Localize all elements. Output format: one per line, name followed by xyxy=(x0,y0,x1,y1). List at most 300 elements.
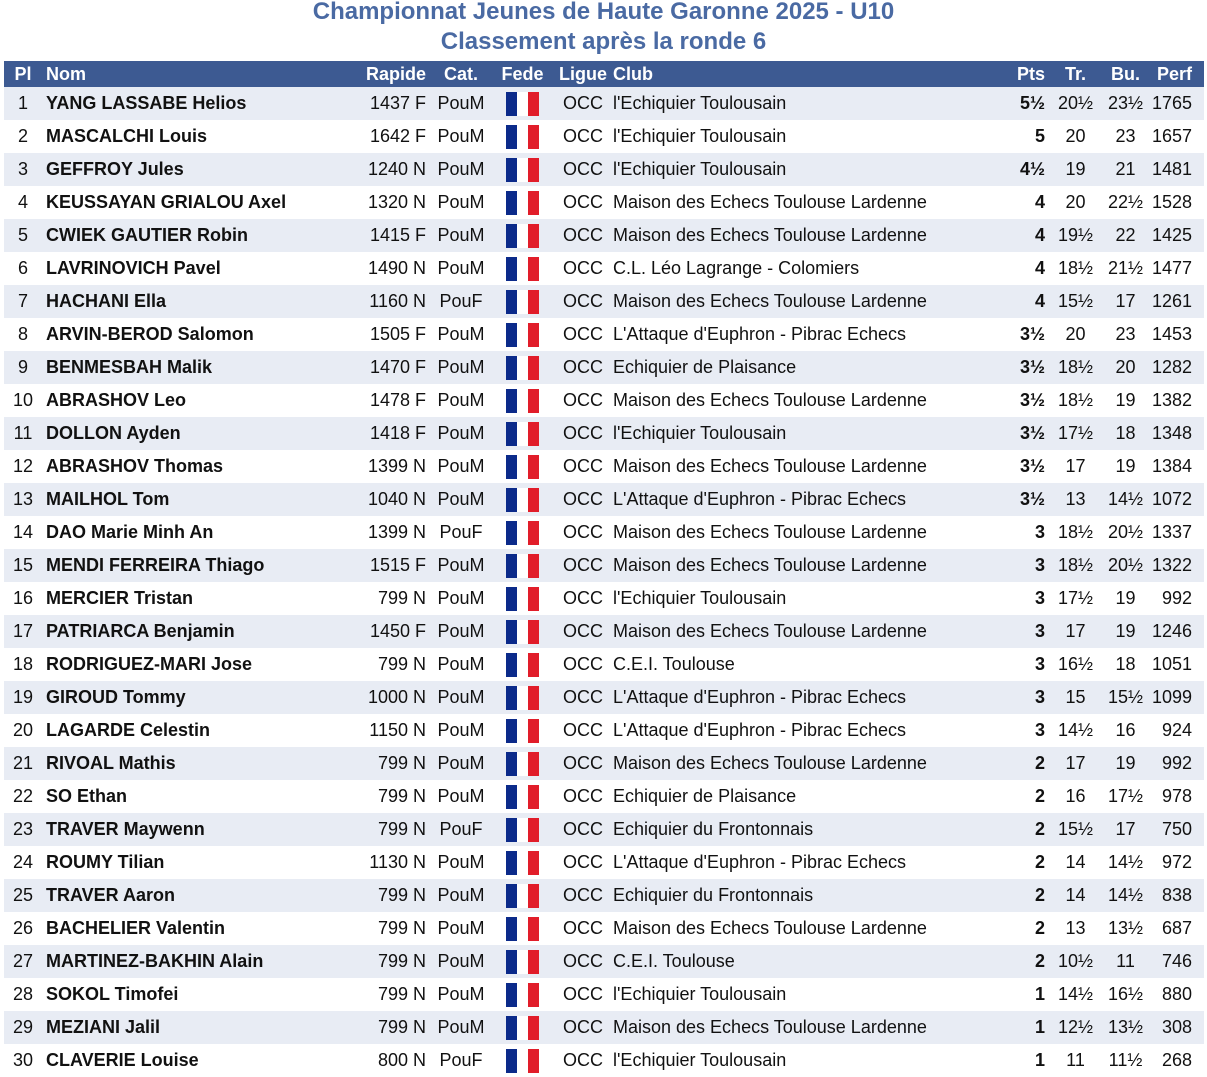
cell-cat: PouM xyxy=(432,879,490,912)
flag-france-icon xyxy=(506,917,539,941)
cell-club: l'Echiquier Toulousain xyxy=(611,120,1004,153)
cell-perf: 1657 xyxy=(1151,120,1204,153)
cell-club: Maison des Echecs Toulouse Lardenne xyxy=(611,219,1004,252)
cell-fede xyxy=(490,945,555,978)
cell-bu: 17 xyxy=(1100,285,1151,318)
cell-pl: 20 xyxy=(4,714,42,747)
cell-pl: 28 xyxy=(4,978,42,1011)
cell-ligue: OCC xyxy=(555,813,611,846)
cell-fede xyxy=(490,681,555,714)
cell-bu: 19 xyxy=(1100,615,1151,648)
cell-bu: 23½ xyxy=(1100,87,1151,120)
cell-perf: 1384 xyxy=(1151,450,1204,483)
cell-ligue: OCC xyxy=(555,780,611,813)
cell-pts: 2 xyxy=(1004,747,1051,780)
cell-pts: 2 xyxy=(1004,813,1051,846)
cell-pts: 5½ xyxy=(1004,87,1051,120)
flag-france-icon xyxy=(506,389,539,413)
cell-cat: PouF xyxy=(432,1044,490,1077)
cell-perf: 750 xyxy=(1151,813,1204,846)
cell-fede xyxy=(490,1044,555,1077)
cell-tr: 14 xyxy=(1051,879,1100,912)
header-perf[interactable]: Perf xyxy=(1151,61,1204,87)
cell-cat: PouM xyxy=(432,252,490,285)
cell-nom[interactable]: MENDI FERREIRA Thiago xyxy=(42,549,347,582)
cell-pl: 11 xyxy=(4,417,42,450)
cell-club: Maison des Echecs Toulouse Lardenne xyxy=(611,615,1004,648)
cell-pl: 5 xyxy=(4,219,42,252)
cell-pl: 26 xyxy=(4,912,42,945)
cell-pts: 4 xyxy=(1004,252,1051,285)
cell-fede xyxy=(490,252,555,285)
cell-fede xyxy=(490,318,555,351)
cell-pl: 6 xyxy=(4,252,42,285)
cell-pts: 3½ xyxy=(1004,384,1051,417)
flag-france-icon xyxy=(506,554,539,578)
cell-perf: 268 xyxy=(1151,1044,1204,1077)
cell-pts: 3½ xyxy=(1004,417,1051,450)
header-fede[interactable]: Fede xyxy=(490,61,555,87)
cell-tr: 17½ xyxy=(1051,417,1100,450)
cell-pl: 18 xyxy=(4,648,42,681)
cell-cat: PouM xyxy=(432,1011,490,1044)
table-body xyxy=(4,87,1204,1077)
cell-bu: 14½ xyxy=(1100,879,1151,912)
table-row xyxy=(4,285,1204,318)
table-row xyxy=(4,483,1204,516)
cell-nom[interactable]: PATRIARCA Benjamin xyxy=(42,615,347,648)
cell-cat: PouM xyxy=(432,780,490,813)
cell-tr: 20 xyxy=(1051,186,1100,219)
cell-nom[interactable]: RIVOAL Mathis xyxy=(42,747,347,780)
cell-rapide: 799 N xyxy=(347,648,432,681)
cell-fede xyxy=(490,912,555,945)
cell-ligue: OCC xyxy=(555,582,611,615)
cell-pts: 2 xyxy=(1004,879,1051,912)
cell-pl: 23 xyxy=(4,813,42,846)
header-ligue[interactable]: Ligue xyxy=(555,61,611,87)
cell-nom[interactable]: TRAVER Aaron xyxy=(42,879,347,912)
cell-bu: 19 xyxy=(1100,582,1151,615)
cell-tr: 17 xyxy=(1051,450,1100,483)
table-row xyxy=(4,87,1204,120)
cell-perf: 1348 xyxy=(1151,417,1204,450)
cell-nom[interactable]: ROUMY Tilian xyxy=(42,846,347,879)
cell-bu: 16 xyxy=(1100,714,1151,747)
cell-nom[interactable]: DOLLON Ayden xyxy=(42,417,347,450)
cell-nom[interactable]: BACHELIER Valentin xyxy=(42,912,347,945)
cell-cat: PouF xyxy=(432,516,490,549)
cell-fede xyxy=(490,879,555,912)
table-row xyxy=(4,351,1204,384)
header-bu[interactable]: Bu. xyxy=(1100,61,1151,87)
cell-tr: 16 xyxy=(1051,780,1100,813)
cell-fede xyxy=(490,648,555,681)
cell-fede xyxy=(490,780,555,813)
cell-nom[interactable]: LAGARDE Celestin xyxy=(42,714,347,747)
cell-pts: 3 xyxy=(1004,549,1051,582)
cell-nom[interactable]: DAO Marie Minh An xyxy=(42,516,347,549)
cell-rapide: 1399 N xyxy=(347,450,432,483)
flag-france-icon xyxy=(506,983,539,1007)
cell-cat: PouM xyxy=(432,483,490,516)
cell-nom[interactable]: LAVRINOVICH Pavel xyxy=(42,252,347,285)
header-nom[interactable]: Nom xyxy=(42,61,347,87)
flag-france-icon xyxy=(506,686,539,710)
cell-pts: 4 xyxy=(1004,219,1051,252)
cell-club: l'Echiquier Toulousain xyxy=(611,417,1004,450)
table-row xyxy=(4,417,1204,450)
table-row xyxy=(4,615,1204,648)
cell-pl: 19 xyxy=(4,681,42,714)
cell-perf: 1382 xyxy=(1151,384,1204,417)
cell-cat: PouM xyxy=(432,351,490,384)
cell-cat: PouM xyxy=(432,186,490,219)
cell-tr: 18½ xyxy=(1051,252,1100,285)
cell-club: Maison des Echecs Toulouse Lardenne xyxy=(611,384,1004,417)
cell-cat: PouM xyxy=(432,582,490,615)
cell-ligue: OCC xyxy=(555,219,611,252)
cell-fede xyxy=(490,813,555,846)
cell-tr: 14½ xyxy=(1051,978,1100,1011)
cell-fede xyxy=(490,549,555,582)
cell-pl: 24 xyxy=(4,846,42,879)
cell-pl: 25 xyxy=(4,879,42,912)
cell-rapide: 1478 F xyxy=(347,384,432,417)
cell-club: Echiquier de Plaisance xyxy=(611,780,1004,813)
cell-nom[interactable]: TRAVER Maywenn xyxy=(42,813,347,846)
cell-club: Echiquier du Frontonnais xyxy=(611,813,1004,846)
cell-club: C.E.I. Toulouse xyxy=(611,945,1004,978)
cell-pts: 4 xyxy=(1004,186,1051,219)
cell-perf: 880 xyxy=(1151,978,1204,1011)
cell-pl: 29 xyxy=(4,1011,42,1044)
cell-rapide: 799 N xyxy=(347,1011,432,1044)
cell-cat: PouM xyxy=(432,87,490,120)
cell-perf: 1282 xyxy=(1151,351,1204,384)
cell-rapide: 800 N xyxy=(347,1044,432,1077)
cell-bu: 18 xyxy=(1100,648,1151,681)
table-row xyxy=(4,120,1204,153)
cell-rapide: 799 N xyxy=(347,879,432,912)
cell-fede xyxy=(490,978,555,1011)
cell-pl: 9 xyxy=(4,351,42,384)
cell-pl: 12 xyxy=(4,450,42,483)
cell-nom[interactable]: ABRASHOV Leo xyxy=(42,384,347,417)
cell-ligue: OCC xyxy=(555,648,611,681)
flag-france-icon xyxy=(506,92,539,116)
cell-pts: 1 xyxy=(1004,1044,1051,1077)
cell-perf: 972 xyxy=(1151,846,1204,879)
flag-france-icon xyxy=(506,785,539,809)
flag-france-icon xyxy=(506,356,539,380)
cell-fede xyxy=(490,186,555,219)
cell-nom[interactable]: BENMESBAH Malik xyxy=(42,351,347,384)
cell-ligue: OCC xyxy=(555,978,611,1011)
cell-nom[interactable]: YANG LASSABE Helios xyxy=(42,87,347,120)
cell-fede xyxy=(490,615,555,648)
cell-rapide: 1320 N xyxy=(347,186,432,219)
cell-rapide: 1490 N xyxy=(347,252,432,285)
cell-tr: 20½ xyxy=(1051,87,1100,120)
flag-france-icon xyxy=(506,653,539,677)
cell-club: L'Attaque d'Euphron - Pibrac Echecs xyxy=(611,318,1004,351)
cell-bu: 13½ xyxy=(1100,1011,1151,1044)
cell-pts: 2 xyxy=(1004,780,1051,813)
cell-club: L'Attaque d'Euphron - Pibrac Echecs xyxy=(611,846,1004,879)
cell-bu: 17½ xyxy=(1100,780,1151,813)
cell-ligue: OCC xyxy=(555,912,611,945)
flag-france-icon xyxy=(506,422,539,446)
cell-tr: 18½ xyxy=(1051,549,1100,582)
cell-pts: 1 xyxy=(1004,978,1051,1011)
cell-fede xyxy=(490,1011,555,1044)
cell-club: l'Echiquier Toulousain xyxy=(611,153,1004,186)
cell-pl: 2 xyxy=(4,120,42,153)
cell-rapide: 1160 N xyxy=(347,285,432,318)
cell-fede xyxy=(490,417,555,450)
cell-bu: 20½ xyxy=(1100,549,1151,582)
cell-rapide: 1399 N xyxy=(347,516,432,549)
cell-nom[interactable]: GEFFROY Jules xyxy=(42,153,347,186)
header-pts[interactable]: Pts xyxy=(1004,61,1051,87)
cell-bu: 22½ xyxy=(1100,186,1151,219)
cell-nom[interactable]: SO Ethan xyxy=(42,780,347,813)
cell-ligue: OCC xyxy=(555,714,611,747)
cell-nom[interactable]: CLAVERIE Louise xyxy=(42,1044,347,1077)
cell-nom[interactable]: MEZIANI Jalil xyxy=(42,1011,347,1044)
cell-cat: PouF xyxy=(432,813,490,846)
flag-france-icon xyxy=(506,752,539,776)
table-row xyxy=(4,681,1204,714)
cell-bu: 11½ xyxy=(1100,1044,1151,1077)
cell-cat: PouM xyxy=(432,912,490,945)
table-row xyxy=(4,450,1204,483)
cell-nom[interactable]: MAILHOL Tom xyxy=(42,483,347,516)
cell-perf: 992 xyxy=(1151,747,1204,780)
cell-nom[interactable]: RODRIGUEZ-MARI Jose xyxy=(42,648,347,681)
cell-tr: 17 xyxy=(1051,615,1100,648)
cell-club: Echiquier de Plaisance xyxy=(611,351,1004,384)
cell-pl: 1 xyxy=(4,87,42,120)
cell-pts: 3 xyxy=(1004,681,1051,714)
cell-fede xyxy=(490,450,555,483)
table-header xyxy=(4,61,1204,87)
cell-ligue: OCC xyxy=(555,549,611,582)
cell-fede xyxy=(490,747,555,780)
cell-tr: 15½ xyxy=(1051,813,1100,846)
cell-ligue: OCC xyxy=(555,384,611,417)
cell-bu: 22 xyxy=(1100,219,1151,252)
cell-perf: 1099 xyxy=(1151,681,1204,714)
table-row xyxy=(4,912,1204,945)
cell-tr: 17 xyxy=(1051,747,1100,780)
cell-rapide: 799 N xyxy=(347,582,432,615)
table-row xyxy=(4,879,1204,912)
cell-pl: 16 xyxy=(4,582,42,615)
cell-ligue: OCC xyxy=(555,120,611,153)
header-pl[interactable]: Pl xyxy=(4,61,42,87)
cell-pts: 5 xyxy=(1004,120,1051,153)
cell-cat: PouM xyxy=(432,714,490,747)
cell-rapide: 1000 N xyxy=(347,681,432,714)
cell-nom[interactable]: MERCIER Tristan xyxy=(42,582,347,615)
cell-fede xyxy=(490,714,555,747)
cell-bu: 21 xyxy=(1100,153,1151,186)
cell-pl: 3 xyxy=(4,153,42,186)
cell-fede xyxy=(490,153,555,186)
cell-bu: 20½ xyxy=(1100,516,1151,549)
table-row xyxy=(4,747,1204,780)
cell-perf: 1261 xyxy=(1151,285,1204,318)
cell-club: Maison des Echecs Toulouse Lardenne xyxy=(611,912,1004,945)
cell-bu: 21½ xyxy=(1100,252,1151,285)
cell-nom[interactable]: SOKOL Timofei xyxy=(42,978,347,1011)
cell-rapide: 799 N xyxy=(347,978,432,1011)
cell-club: L'Attaque d'Euphron - Pibrac Echecs xyxy=(611,483,1004,516)
cell-cat: PouM xyxy=(432,219,490,252)
title-line-2: Classement après la ronde 6 xyxy=(440,28,767,55)
table-row xyxy=(4,582,1204,615)
cell-ligue: OCC xyxy=(555,879,611,912)
flag-france-icon xyxy=(506,224,539,248)
cell-perf: 1477 xyxy=(1151,252,1204,285)
cell-fede xyxy=(490,285,555,318)
cell-rapide: 1240 N xyxy=(347,153,432,186)
cell-pl: 7 xyxy=(4,285,42,318)
cell-tr: 18½ xyxy=(1051,384,1100,417)
cell-ligue: OCC xyxy=(555,945,611,978)
cell-pl: 14 xyxy=(4,516,42,549)
cell-club: L'Attaque d'Euphron - Pibrac Echecs xyxy=(611,681,1004,714)
table-row xyxy=(4,714,1204,747)
cell-club: Maison des Echecs Toulouse Lardenne xyxy=(611,450,1004,483)
cell-rapide: 1515 F xyxy=(347,549,432,582)
cell-nom[interactable]: MASCALCHI Louis xyxy=(42,120,347,153)
cell-pts: 3 xyxy=(1004,615,1051,648)
cell-tr: 12½ xyxy=(1051,1011,1100,1044)
flag-france-icon xyxy=(506,719,539,743)
cell-club: l'Echiquier Toulousain xyxy=(611,978,1004,1011)
cell-nom[interactable]: HACHANI Ella xyxy=(42,285,347,318)
cell-bu: 13½ xyxy=(1100,912,1151,945)
table-row xyxy=(4,219,1204,252)
flag-france-icon xyxy=(506,1049,539,1073)
cell-tr: 15½ xyxy=(1051,285,1100,318)
header-tr[interactable]: Tr. xyxy=(1051,61,1100,87)
flag-france-icon xyxy=(506,455,539,479)
flag-france-icon xyxy=(506,950,539,974)
table-row xyxy=(4,186,1204,219)
cell-fede xyxy=(490,516,555,549)
header-row xyxy=(4,61,1204,87)
cell-ligue: OCC xyxy=(555,87,611,120)
cell-tr: 11 xyxy=(1051,1044,1100,1077)
cell-pts: 2 xyxy=(1004,912,1051,945)
cell-ligue: OCC xyxy=(555,1044,611,1077)
cell-pl: 15 xyxy=(4,549,42,582)
cell-bu: 11 xyxy=(1100,945,1151,978)
cell-perf: 1528 xyxy=(1151,186,1204,219)
table-row xyxy=(4,780,1204,813)
header-club[interactable]: Club xyxy=(611,61,1004,87)
cell-tr: 19½ xyxy=(1051,219,1100,252)
cell-perf: 1072 xyxy=(1151,483,1204,516)
cell-bu: 15½ xyxy=(1100,681,1151,714)
cell-ligue: OCC xyxy=(555,681,611,714)
cell-club: L'Attaque d'Euphron - Pibrac Echecs xyxy=(611,714,1004,747)
header-rapide[interactable]: Rapide xyxy=(347,61,432,87)
cell-cat: PouM xyxy=(432,120,490,153)
cell-nom[interactable]: KEUSSAYAN GRIALOU Axel xyxy=(42,186,347,219)
cell-perf: 308 xyxy=(1151,1011,1204,1044)
table-row xyxy=(4,846,1204,879)
table-row xyxy=(4,813,1204,846)
cell-ligue: OCC xyxy=(555,516,611,549)
cell-fede xyxy=(490,846,555,879)
flag-france-icon xyxy=(506,521,539,545)
cell-rapide: 799 N xyxy=(347,747,432,780)
cell-cat: PouM xyxy=(432,747,490,780)
cell-cat: PouM xyxy=(432,549,490,582)
cell-perf: 687 xyxy=(1151,912,1204,945)
cell-rapide: 1130 N xyxy=(347,846,432,879)
cell-ligue: OCC xyxy=(555,417,611,450)
cell-bu: 17 xyxy=(1100,813,1151,846)
cell-bu: 20 xyxy=(1100,351,1151,384)
header-cat[interactable]: Cat. xyxy=(432,61,490,87)
cell-cat: PouM xyxy=(432,978,490,1011)
cell-tr: 18½ xyxy=(1051,351,1100,384)
cell-ligue: OCC xyxy=(555,846,611,879)
cell-pl: 22 xyxy=(4,780,42,813)
cell-club: l'Echiquier Toulousain xyxy=(611,87,1004,120)
cell-perf: 924 xyxy=(1151,714,1204,747)
cell-nom[interactable]: ABRASHOV Thomas xyxy=(42,450,347,483)
cell-club: Maison des Echecs Toulouse Lardenne xyxy=(611,1011,1004,1044)
cell-ligue: OCC xyxy=(555,1011,611,1044)
table-row xyxy=(4,945,1204,978)
cell-bu: 19 xyxy=(1100,384,1151,417)
table-row xyxy=(4,1044,1204,1077)
cell-cat: PouM xyxy=(432,417,490,450)
cell-perf: 1246 xyxy=(1151,615,1204,648)
cell-cat: PouM xyxy=(432,318,490,351)
flag-france-icon xyxy=(506,158,539,182)
cell-nom[interactable]: MARTINEZ-BAKHIN Alain xyxy=(42,945,347,978)
cell-cat: PouM xyxy=(432,615,490,648)
flag-france-icon xyxy=(506,125,539,149)
cell-nom[interactable]: ARVIN-BEROD Salomon xyxy=(42,318,347,351)
cell-perf: 1481 xyxy=(1151,153,1204,186)
cell-pts: 4 xyxy=(1004,285,1051,318)
flag-france-icon xyxy=(506,1016,539,1040)
cell-bu: 14½ xyxy=(1100,846,1151,879)
cell-perf: 992 xyxy=(1151,582,1204,615)
cell-pts: 2 xyxy=(1004,945,1051,978)
cell-cat: PouM xyxy=(432,681,490,714)
cell-pl: 8 xyxy=(4,318,42,351)
cell-rapide: 1437 F xyxy=(347,87,432,120)
flag-france-icon xyxy=(506,488,539,512)
cell-tr: 14 xyxy=(1051,846,1100,879)
title-line-1: Championnat Jeunes de Haute Garonne 2025 - U10 xyxy=(312,0,895,25)
table-row xyxy=(4,384,1204,417)
cell-nom[interactable]: GIROUD Tommy xyxy=(42,681,347,714)
cell-nom[interactable]: CWIEK GAUTIER Robin xyxy=(42,219,347,252)
cell-ligue: OCC xyxy=(555,252,611,285)
cell-bu: 16½ xyxy=(1100,978,1151,1011)
